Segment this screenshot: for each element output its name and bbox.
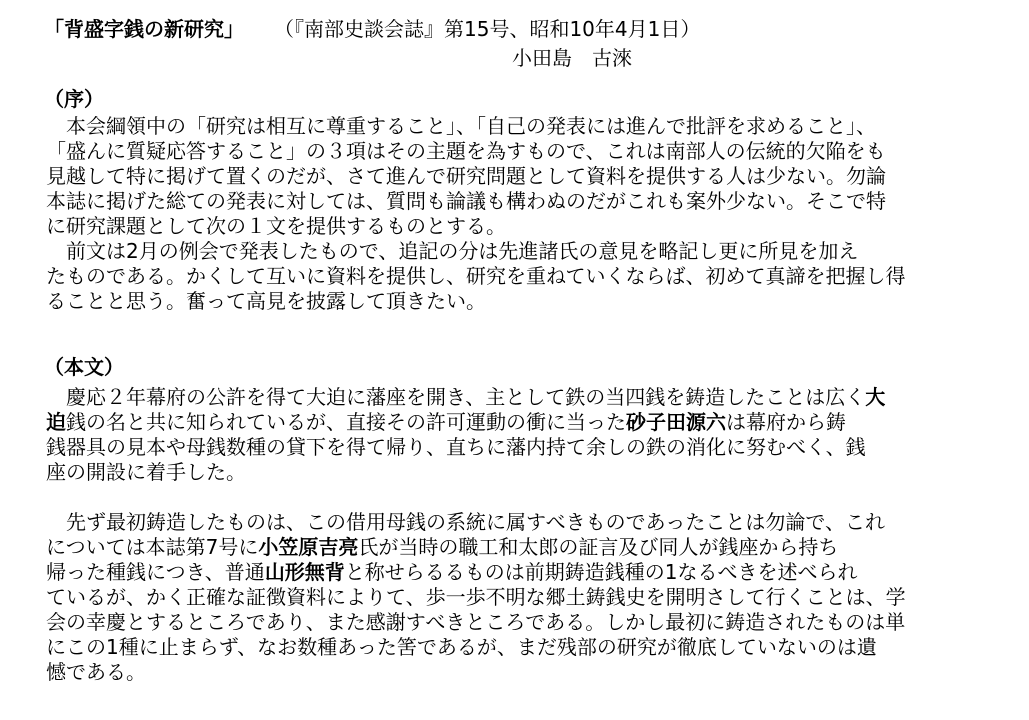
body-paragraph-1 <box>46 385 1006 485</box>
text-segment: と称せらるるものは前期鋳造銭種の1なるべきを述べられ <box>344 560 858 584</box>
body-heading: （本文） <box>44 355 124 379</box>
text-line: 本会綱領中の「研究は相互に尊重すること」、「自己の発表には進んで批評を求めること」、 <box>46 114 876 138</box>
highlighted-name: 砂子田源六 <box>626 410 726 434</box>
body-paragraph-2 <box>46 510 1006 685</box>
header <box>44 16 700 42</box>
document-page <box>28 0 1018 720</box>
text-segment: については本誌第7号に <box>46 535 259 559</box>
highlighted-term: 山形無背 <box>264 560 345 584</box>
text-segment: 銭の名と共に知られているが、直接その許可運動の衝に当った <box>66 410 626 434</box>
text-line: 銭器具の見本や母銭数種の貸下を得て帰り、直ちに藩内持て余しの鉄の消化に努むべく、銭 <box>46 435 866 459</box>
text-line: 座の開設に着手した。 <box>46 460 246 484</box>
highlighted-term: 迫 <box>46 410 66 434</box>
preface-paragraph-1 <box>46 114 1006 239</box>
text-line: 前文は2月の例会で発表したもので、追記の分は先進諸氏の意見を略記し更に所見を加え <box>46 239 859 263</box>
text-line: にこの1種に止まらず、なお数種あった筈であるが、まだ残部の研究が徹底していないのは遺 <box>46 635 877 659</box>
preface-paragraph-2 <box>46 239 1006 314</box>
text-line: 見越して特に掲げて置くのだが、さて進んで研究問題として資料を提供する人は少ない。勿論 <box>46 164 886 188</box>
text-line <box>46 410 1006 435</box>
text-line <box>46 385 1006 410</box>
text-line: 憾である。 <box>46 660 146 684</box>
text-line <box>46 535 1006 560</box>
text-segment: は幕府から鋳 <box>726 410 846 434</box>
text-segment: 慶応２年幕府の公許を得て大迫に藩座を開き、主として鉄の当四銭を鋳造したことは広く <box>46 385 866 409</box>
preface-heading: （序） <box>44 87 104 111</box>
text-line: 先ず最初鋳造したものは、この借用母銭の系統に属すべきものであったことは勿論で、これ <box>46 510 885 534</box>
author-name: 小田島 古淶 <box>512 46 632 70</box>
highlighted-name: 小笠原吉亮 <box>258 535 359 559</box>
text-segment: 帰った種銭につき、普通 <box>46 560 265 584</box>
text-line <box>46 560 1006 585</box>
highlighted-term: 大 <box>865 385 886 409</box>
publication-source: （『南部史談会誌』第15号、昭和10年4月1日） <box>284 17 701 41</box>
text-line: 本誌に掲げた総ての発表に対しては、質問も論議も構わぬのだがこれも案外少ない。そこで特 <box>46 189 886 213</box>
text-line: ているが、かく正確な証徴資料によりて、歩一歩不明な郷土鋳銭史を開明さして行くことは、学 <box>46 585 906 609</box>
text-line: たものである。かくして互いに資料を提供し、研究を重ねていくならば、初めて真諦を把握し得 <box>46 264 906 288</box>
text-line: 「盛んに質疑応答すること」の３項はその主題を為すもので、これは南部人の伝統的欠陥をも <box>46 139 886 163</box>
text-line: 会の幸慶とするところであり、また感謝すべきところである。しかし最初に鋳造されたものは単 <box>46 610 906 634</box>
text-line: ることと思う。奮って高見を披露して頂きたい。 <box>46 289 486 313</box>
article-title: 「背盛字銭の新研究」 <box>44 17 244 41</box>
text-segment: 氏が当時の職工和太郎の証言及び同人が銭座から持ち <box>358 535 839 559</box>
text-line: に研究課題として次の１文を提供するものとする。 <box>46 214 506 238</box>
